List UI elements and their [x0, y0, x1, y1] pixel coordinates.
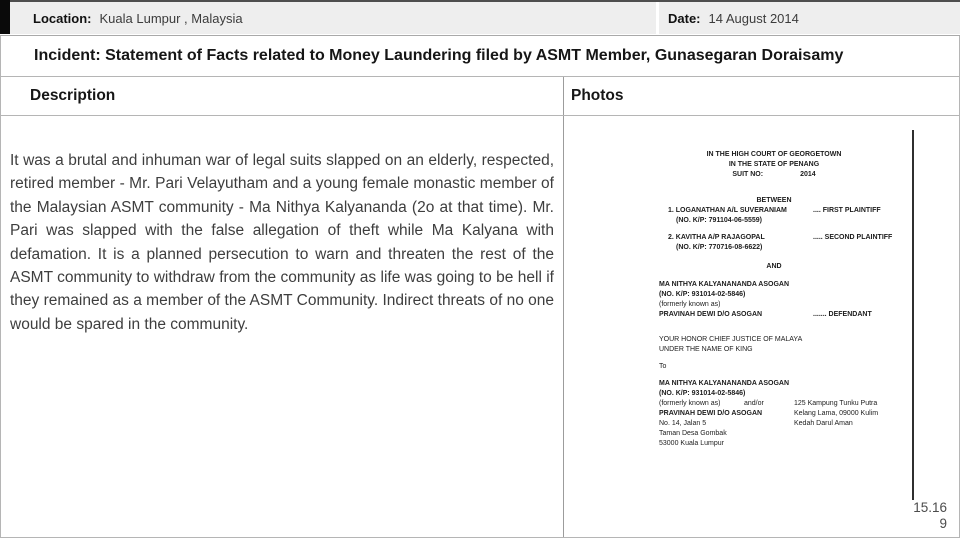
- doc-defendant-id: (NO. K/P: 931014-02-5846): [659, 291, 746, 298]
- doc-plaintiff1-role: .... FIRST PLAINTIFF: [813, 207, 881, 214]
- doc-plaintiff2-role: ..... SECOND PLAINTIFF: [813, 234, 893, 241]
- incident-title-row: [0, 36, 960, 77]
- left-accent-bar: [0, 0, 10, 34]
- doc-plaintiff2-name: 2. KAVITHA A/P RAJAGOPAL: [668, 234, 765, 241]
- location-value: Kuala Lumpur , Malaysia: [99, 10, 243, 26]
- doc-defendant-formerly: (formerly known as): [659, 301, 721, 308]
- doc-address1-line2: Taman Desa Gombak: [659, 430, 727, 437]
- doc-address2-line1: 125 Kampung Tunku Putra: [794, 400, 878, 407]
- doc-defendant-former-name: PRAVINAH DEWI D/O ASOGAN: [659, 311, 763, 318]
- doc-suit-no-year: 2014: [800, 171, 816, 178]
- description-column-header: Description: [30, 87, 116, 104]
- photos-column-header: Photos: [571, 87, 624, 104]
- doc-suit-no-label: SUIT NO:: [732, 171, 764, 178]
- description-cell: [1, 116, 563, 537]
- column-divider: [563, 116, 564, 537]
- doc-address1-line3: 53000 Kuala Lumpur: [659, 440, 724, 447]
- doc-plaintiff1-name: 1. LOGANATHAN A/L SUVERANIAM: [668, 207, 787, 214]
- doc-and-or: and/or: [744, 400, 764, 407]
- doc-addressee-former-name: PRAVINAH DEWI D/O ASOGAN: [659, 410, 763, 417]
- doc-address2-line3: Kedah Darul Aman: [794, 420, 853, 427]
- doc-plaintiff1-id: (NO. K/P: 791104-06-5559): [676, 217, 762, 224]
- court-document-scan: [659, 150, 893, 449]
- doc-address2-line2: Kelang Lama, 09000 Kulim: [794, 410, 879, 417]
- doc-salutation-line2: UNDER THE NAME OF KING: [659, 346, 753, 353]
- doc-and-label: AND: [766, 263, 782, 270]
- doc-defendant-former-row: [659, 310, 889, 320]
- doc-suit-no-row: [659, 170, 889, 180]
- document-scan-edge-line: [912, 130, 914, 500]
- doc-between-label: BETWEEN: [756, 197, 792, 204]
- photos-cell: [563, 116, 960, 537]
- date-cell: [659, 2, 960, 34]
- doc-defendant-name: MA NITHYA KALYANANANDA ASOGAN: [659, 281, 790, 288]
- reference-numbers: 15.16: [913, 500, 947, 515]
- doc-court-state: IN THE STATE OF PENANG: [728, 161, 820, 168]
- table-body-row: [0, 116, 960, 538]
- doc-plaintiff2-row: [659, 233, 893, 243]
- date-label: Date:: [668, 10, 701, 26]
- column-divider: [563, 77, 564, 115]
- incident-title: Incident: Statement of Facts related to Money Laundering filed by ASMT Member, Gunasegaran Doraisamy: [34, 47, 844, 64]
- location-cell: [10, 2, 656, 34]
- doc-plaintiff2-id: (NO. K/P: 770716-08-6622): [676, 244, 763, 251]
- table-header-row: [0, 77, 960, 116]
- doc-to-label: To: [659, 363, 667, 370]
- page-number: 9: [939, 516, 947, 531]
- doc-address1-line1: No. 14, Jalan 5: [659, 420, 707, 427]
- doc-addressee-id: (NO. K/P: 931014-02-5846): [659, 390, 746, 397]
- date-value: 14 August 2014: [708, 10, 799, 26]
- location-label: Location:: [33, 10, 92, 26]
- doc-salutation-line1: YOUR HONOR CHIEF JUSTICE OF MALAYA: [659, 336, 803, 343]
- doc-defendant-role: ....... DEFENDANT: [813, 311, 872, 318]
- doc-addressee-name: MA NITHYA KALYANANANDA ASOGAN: [659, 380, 790, 387]
- page-numbers: [913, 500, 947, 532]
- doc-plaintiff1-row: [659, 206, 889, 216]
- doc-addressee-formerly: (formerly known as): [659, 400, 721, 407]
- description-text: It was a brutal and inhuman war of legal suits slapped on an elderly, respected, retired member - Mr. Pari Velayutham and a young female monastic member of the Malaysian ASMT community - Ma Nithya Kalyananda (2o at that time). Mr. Pari was slapped with the false allegation of theft while Ma Kalyana with defamation. It is a planned persecution to warn and threaten the rest of the ASMT community to withdraw from the community as life was going to be hell if they remained as a member of the ASMT Community. Indirect threats of no one would be spared in the community.: [10, 152, 554, 333]
- doc-alt-address-block: [794, 399, 889, 429]
- doc-court-name: IN THE HIGH COURT OF GEORGETOWN: [706, 151, 842, 158]
